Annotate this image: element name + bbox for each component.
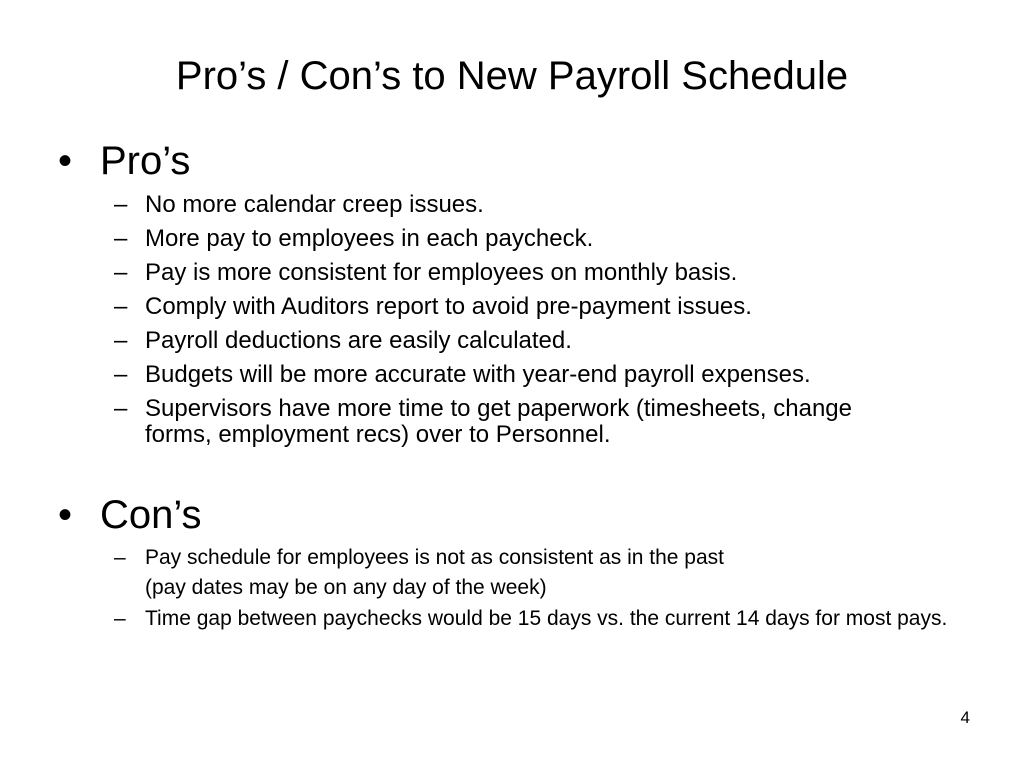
list-item-text: Payroll deductions are easily calculated.: [145, 327, 572, 354]
list-item: [114, 260, 974, 286]
dash-icon: –: [114, 546, 126, 569]
list-item-continuation: [114, 576, 974, 600]
dash-icon: –: [114, 327, 128, 354]
dash-icon: –: [114, 225, 128, 252]
list-item: [114, 294, 974, 320]
list-item-text: Budgets will be more accurate with year-end payroll expenses.: [145, 361, 811, 388]
dash-icon: –: [114, 293, 128, 320]
list-item-text: Pay is more consistent for employees on monthly basis.: [145, 259, 738, 286]
dash-icon: –: [114, 361, 128, 388]
dash-icon: –: [114, 191, 128, 218]
list-item-text: More pay to employees in each paycheck.: [145, 225, 594, 252]
bullet-icon: •: [58, 493, 73, 537]
section-heading-pros: [58, 138, 190, 184]
slide-title: Pro’s / Con’s to New Payroll Schedule: [175, 54, 849, 98]
list-item-text: Supervisors have more time to get paperwork (timesheets, change forms, employment recs) over to Personnel.: [145, 395, 853, 448]
list-item: [114, 226, 974, 252]
bullet-icon: •: [58, 139, 73, 183]
dash-icon: –: [114, 395, 128, 422]
dash-icon: –: [114, 607, 126, 630]
section-heading-cons: [58, 492, 202, 538]
list-item-text: Time gap between paychecks would be 15 days vs. the current 14 days for most pays.: [145, 607, 948, 630]
list-item: [114, 362, 974, 388]
page-number: 4: [960, 708, 970, 727]
list-item: [114, 192, 974, 218]
section-heading-label: Pro’s: [100, 139, 191, 183]
list-item-text: (pay dates may be on any day of the week): [145, 576, 547, 599]
list-item-text: No more calendar creep issues.: [145, 191, 484, 218]
list-item: [114, 328, 974, 354]
list-item: [114, 396, 894, 448]
list-item-text: Comply with Auditors report to avoid pre-payment issues.: [145, 293, 752, 320]
list-item: [114, 607, 964, 631]
dash-icon: –: [114, 259, 128, 286]
list-item-text: Pay schedule for employees is not as consistent as in the past: [145, 546, 724, 569]
list-item: [114, 546, 974, 570]
section-heading-label: Con’s: [100, 493, 202, 537]
